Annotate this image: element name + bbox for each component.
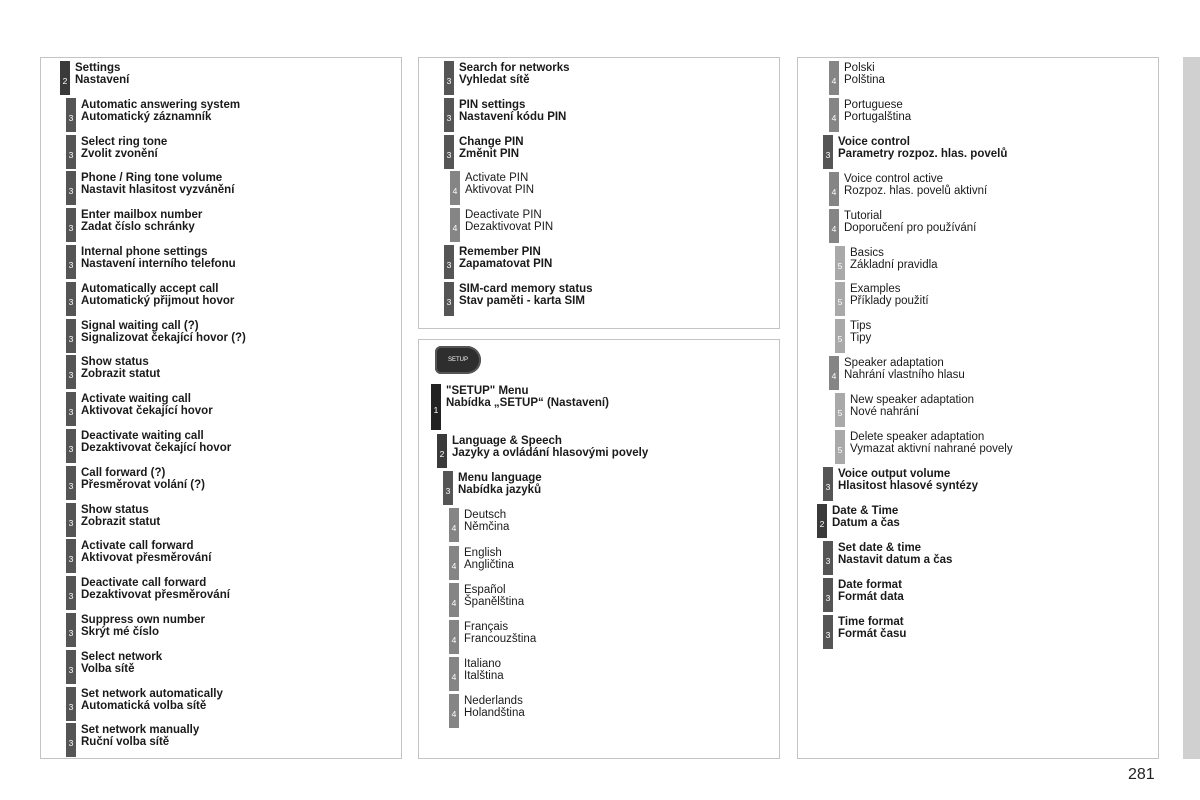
menu-item-text [459, 136, 524, 160]
menu-item-label-cs: Příklady použití [850, 295, 929, 308]
menu-item-label-cs: Holandština [464, 707, 525, 720]
menu-level-marker: 4 [449, 620, 459, 654]
menu-item-text [464, 658, 504, 682]
menu-item-label-cs: Hlasitost hlasové syntézy [838, 479, 978, 492]
menu-level-marker: 5 [835, 430, 845, 464]
menu-level-marker: 3 [823, 135, 833, 169]
menu-level-marker: 4 [829, 61, 839, 95]
menu-item-text [81, 651, 162, 675]
menu-item-text [81, 393, 213, 417]
menu-item-text [458, 472, 542, 496]
menu-level-marker: 3 [66, 503, 76, 537]
menu-panel-language-date [797, 57, 1159, 759]
menu-item-label-cs: Angličtina [464, 558, 514, 571]
menu-item-text [81, 246, 236, 270]
menu-item-label-en: Time format [838, 615, 904, 628]
menu-panel-phone-settings [40, 57, 402, 759]
menu-panel-setup [418, 339, 780, 759]
menu-item-label-en: Español [464, 583, 506, 596]
menu-level-marker: 2 [817, 504, 827, 538]
menu-level-marker: 3 [444, 282, 454, 316]
menu-item-text [446, 385, 609, 409]
menu-item-label-cs: Zvolit zvonění [81, 147, 158, 160]
menu-item-label-cs: Ruční volba sítě [81, 736, 170, 749]
page-number: 281 [1128, 766, 1155, 783]
menu-item-label-cs: Doporučení pro používání [844, 221, 977, 234]
menu-level-marker: 5 [835, 246, 845, 280]
setup-button-icon: SETUP [435, 346, 481, 374]
menu-item-label-en: Basics [850, 246, 884, 259]
menu-item-label-en: Set date & time [838, 541, 922, 554]
menu-item-text [81, 724, 199, 748]
menu-item-label-en: Change PIN [459, 135, 524, 148]
menu-item-label-cs: Dezaktivovat PIN [465, 221, 554, 234]
menu-item-label-cs: Aktivovat čekající hovor [81, 405, 213, 418]
menu-item-text [838, 616, 906, 640]
menu-item-label-cs: Aktivovat přesměrování [81, 552, 212, 565]
menu-item-text [838, 579, 904, 603]
menu-item-label-en: Settings [75, 62, 121, 74]
menu-item-text [850, 283, 929, 307]
menu-item-label-en: Delete speaker adaptation [850, 431, 985, 443]
menu-item-label-cs: Přesměrovat volání (?) [81, 478, 205, 491]
menu-item-label-en: Suppress own number [81, 614, 205, 626]
menu-item-label-en: Polski [844, 62, 875, 74]
menu-item-label-cs: Parametry rozpoz. hlas. povelů [838, 147, 1008, 160]
menu-item-label-en: Automatically accept call [81, 282, 219, 295]
menu-item-text [81, 467, 205, 491]
menu-item-label-cs: Vymazat aktivní nahrané povely [850, 443, 1013, 455]
menu-level-marker: 3 [66, 282, 76, 316]
menu-item-label-cs: Skrýt mé číslo [81, 626, 159, 638]
menu-item-label-en: Select ring tone [81, 135, 168, 148]
menu-level-marker: 3 [66, 355, 76, 389]
menu-item-label-en: Activate waiting call [81, 393, 191, 406]
menu-item-text [81, 430, 231, 454]
menu-level-marker: 4 [449, 657, 459, 691]
menu-item-text [465, 172, 534, 196]
menu-item-text [838, 136, 1007, 160]
menu-item-text [850, 247, 938, 271]
menu-level-marker: 3 [66, 576, 76, 610]
menu-level-marker: 4 [829, 172, 839, 206]
menu-item-text [81, 356, 160, 380]
menu-level-marker: 3 [66, 392, 76, 426]
menu-item-text [452, 435, 648, 459]
menu-level-marker: 3 [444, 135, 454, 169]
menu-item-label-en: Examples [850, 283, 901, 296]
menu-item-label-en: Menu language [458, 472, 542, 485]
menu-level-marker: 3 [66, 171, 76, 205]
menu-item-label-cs: Nabídka jazyků [458, 484, 542, 497]
menu-item-label-en: Show status [81, 503, 149, 516]
menu-item-label-en: Deactivate call forward [81, 577, 207, 590]
menu-item-text [81, 504, 160, 528]
menu-item-text [844, 62, 885, 86]
menu-item-label-cs: Zobrazit statut [81, 368, 161, 381]
menu-item-label-en: Voice control active [844, 172, 944, 185]
menu-item-label-cs: Automatický přijmout hovor [81, 294, 235, 307]
menu-item-text [81, 99, 240, 123]
menu-item-label-en: Phone / Ring tone volume [81, 172, 223, 185]
menu-item-label-cs: Tipy [850, 332, 872, 345]
menu-item-label-en: Signal waiting call (?) [81, 319, 199, 332]
menu-level-marker: 3 [823, 467, 833, 501]
menu-item-label-cs: Vyhledat sítě [459, 74, 530, 86]
menu-item-label-cs: Zadat číslo schránky [81, 221, 195, 234]
menu-item-label-en: "SETUP" Menu [446, 385, 529, 397]
menu-level-marker: 3 [66, 539, 76, 573]
menu-level-marker: 4 [449, 546, 459, 580]
menu-level-marker: 5 [835, 393, 845, 427]
menu-item-label-en: Tips [850, 320, 872, 333]
menu-item-text [459, 283, 593, 307]
menu-item-text [81, 320, 246, 344]
menu-item-label-cs: Formát data [838, 590, 904, 603]
menu-item-label-en: Language & Speech [452, 435, 562, 447]
menu-item-label-en: Deactivate waiting call [81, 430, 204, 442]
menu-item-label-en: New speaker adaptation [850, 394, 975, 407]
menu-item-label-cs: Italština [464, 670, 504, 683]
menu-item-label-en: Date & Time [832, 504, 899, 517]
menu-item-text [75, 62, 129, 86]
menu-level-marker: 2 [60, 61, 70, 95]
menu-item-label-cs: Francouzština [464, 633, 537, 645]
menu-item-text [850, 320, 871, 344]
menu-item-label-en: Nederlands [464, 695, 523, 708]
menu-item-label-cs: Nastavení [75, 74, 130, 86]
menu-item-text [465, 209, 553, 233]
menu-level-marker: 3 [66, 650, 76, 684]
menu-item-label-en: Italiano [464, 658, 502, 671]
menu-item-label-cs: Jazyky a ovládání hlasovými povely [452, 447, 649, 459]
menu-item-label-cs: Formát času [838, 627, 907, 640]
menu-item-label-en: Tutorial [844, 209, 882, 222]
menu-level-marker: 4 [829, 209, 839, 243]
menu-item-label-cs: Zapamatovat PIN [459, 258, 553, 270]
menu-item-text [459, 246, 552, 270]
menu-item-label-cs: Základní pravidla [850, 258, 938, 271]
menu-item-label-cs: Dezaktivovat čekající hovor [81, 442, 232, 454]
menu-item-text [838, 468, 978, 492]
menu-level-marker: 3 [66, 319, 76, 353]
menu-item-text [81, 136, 167, 160]
menu-item-label-cs: Nastavit hlasitost vyzvánění [81, 184, 235, 197]
menu-item-label-en: Voice control [838, 135, 910, 148]
menu-item-label-en: Deactivate PIN [465, 209, 542, 222]
menu-item-label-cs: Němčina [464, 521, 510, 534]
menu-level-marker: 3 [66, 208, 76, 242]
menu-level-marker: 3 [444, 61, 454, 95]
menu-item-text [850, 394, 974, 418]
menu-level-marker: 3 [443, 471, 453, 505]
menu-item-text [464, 584, 524, 608]
menu-level-marker: 3 [66, 687, 76, 721]
menu-item-text [464, 509, 509, 533]
menu-item-label-en: Select network [81, 650, 163, 663]
menu-item-text [844, 173, 987, 197]
menu-level-marker: 5 [835, 282, 845, 316]
menu-item-label-en: PIN settings [459, 98, 526, 111]
menu-item-text [832, 505, 900, 529]
menu-item-label-en: Call forward (?) [81, 466, 166, 479]
menu-item-label-en: Set network automatically [81, 687, 223, 700]
menu-item-text [81, 577, 230, 601]
menu-level-marker: 3 [444, 98, 454, 132]
menu-level-marker: 3 [66, 613, 76, 647]
menu-item-label-cs: Nastavení interního telefonu [81, 258, 236, 270]
menu-level-marker: 3 [823, 541, 833, 575]
menu-item-text [81, 540, 211, 564]
menu-item-label-cs: Datum a čas [832, 516, 900, 529]
menu-level-marker: 3 [823, 578, 833, 612]
menu-level-marker: 4 [829, 356, 839, 390]
menu-item-label-cs: Nastavení kódu PIN [459, 110, 567, 123]
menu-item-label-cs: Nové nahrání [850, 406, 920, 419]
menu-item-label-en: Portuguese [844, 98, 903, 111]
menu-item-label-cs: Nabídka „SETUP“ (Nastavení) [446, 397, 609, 409]
menu-item-text [464, 621, 536, 645]
menu-level-marker: 1 [431, 384, 441, 430]
menu-panel-network-pin [418, 57, 780, 329]
menu-item-text [81, 614, 205, 638]
menu-level-marker: 3 [66, 245, 76, 279]
menu-item-label-en: Search for networks [459, 62, 570, 74]
menu-item-label-cs: Portugalština [844, 110, 912, 123]
menu-item-text [844, 210, 976, 234]
menu-item-text [81, 209, 202, 233]
menu-level-marker: 4 [829, 98, 839, 132]
menu-item-label-cs: Nastavit datum a čas [838, 553, 953, 566]
menu-item-label-en: Internal phone settings [81, 246, 208, 258]
menu-item-text [464, 547, 514, 571]
menu-item-label-cs: Polština [844, 74, 885, 86]
menu-level-marker: 3 [444, 245, 454, 279]
menu-item-label-cs: Automatický záznamník [81, 110, 212, 123]
menu-level-marker: 3 [66, 98, 76, 132]
menu-level-marker: 3 [823, 615, 833, 649]
menu-item-label-cs: Signalizovat čekající hovor (?) [81, 331, 246, 344]
menu-level-marker: 3 [66, 429, 76, 463]
menu-item-text [838, 542, 952, 566]
menu-item-label-en: Set network manually [81, 724, 200, 737]
menu-item-text [464, 695, 525, 719]
menu-level-marker: 4 [449, 694, 459, 728]
menu-level-marker: 4 [450, 171, 460, 205]
menu-item-text [81, 283, 234, 307]
menu-item-text [81, 688, 223, 712]
menu-item-label-cs: Nahrání vlastního hlasu [844, 369, 965, 382]
menu-item-label-cs: Volba sítě [81, 662, 135, 675]
menu-level-marker: 3 [66, 466, 76, 500]
menu-item-label-en: English [464, 546, 502, 559]
menu-level-marker: 2 [437, 434, 447, 468]
menu-level-marker: 5 [835, 319, 845, 353]
menu-item-label-en: Remember PIN [459, 246, 541, 258]
menu-item-label-cs: Stav paměti - karta SIM [459, 294, 585, 307]
menu-item-text [844, 357, 965, 381]
menu-item-label-cs: Španělština [464, 595, 525, 608]
menu-item-text [850, 431, 1013, 455]
menu-item-label-cs: Zobrazit statut [81, 515, 161, 528]
menu-item-label-en: Enter mailbox number [81, 209, 203, 222]
menu-item-label-en: Date format [838, 578, 902, 591]
menu-item-text [844, 99, 911, 123]
page-side-tab [1183, 57, 1200, 759]
menu-item-label-en: Deutsch [464, 509, 507, 522]
menu-item-label-en: Show status [81, 356, 149, 369]
menu-item-label-cs: Automatická volba sítě [81, 699, 207, 712]
menu-item-label-cs: Změnit PIN [459, 147, 520, 160]
menu-item-text [81, 172, 234, 196]
menu-item-label-en: Français [464, 621, 509, 633]
menu-item-label-en: Activate PIN [465, 172, 529, 185]
menu-level-marker: 4 [449, 583, 459, 617]
menu-item-label-en: Automatic answering system [81, 98, 241, 111]
menu-item-text [459, 99, 566, 123]
menu-item-label-en: Voice output volume [838, 467, 951, 480]
menu-level-marker: 3 [66, 723, 76, 757]
menu-item-label-cs: Aktivovat PIN [465, 184, 535, 197]
menu-item-text [459, 62, 570, 86]
menu-item-label-en: Activate call forward [81, 540, 194, 553]
menu-item-label-en: SIM-card memory status [459, 282, 593, 295]
menu-item-label-en: Speaker adaptation [844, 357, 944, 370]
menu-item-label-cs: Rozpoz. hlas. povelů aktivní [844, 184, 988, 197]
menu-level-marker: 4 [449, 508, 459, 542]
menu-item-label-cs: Dezaktivovat přesměrování [81, 589, 230, 602]
menu-level-marker: 3 [66, 135, 76, 169]
menu-level-marker: 4 [450, 208, 460, 242]
